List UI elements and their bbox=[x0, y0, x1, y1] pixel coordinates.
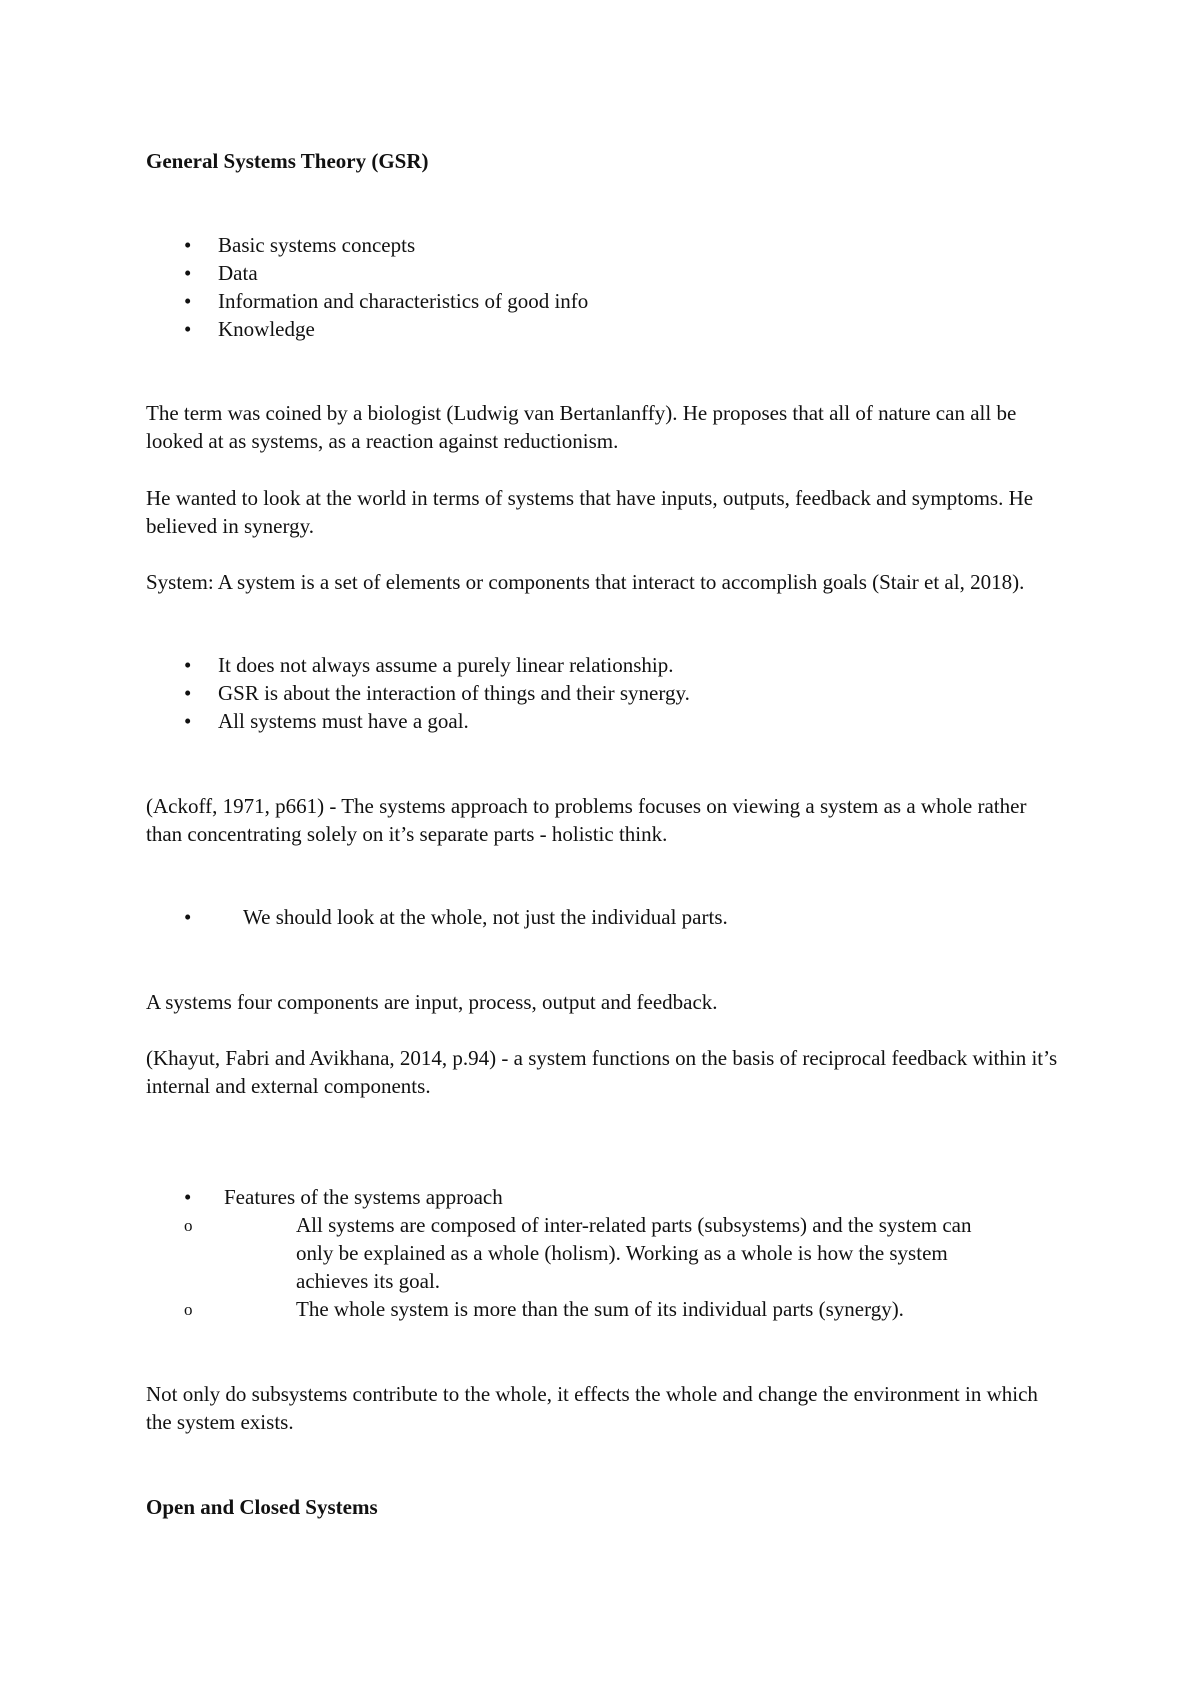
system-notes-list bbox=[146, 651, 1066, 735]
paragraph-components: A systems four components are input, process, output and feedback. bbox=[146, 990, 718, 1014]
list-item: • Data bbox=[184, 261, 258, 285]
paragraph-khayut: (Khayut, Fabri and Avikhana, 2014, p.94) - a system functions on the basis of reciprocal feedback within it’s internal and external components. bbox=[146, 1046, 1058, 1098]
list-item: • All systems must have a goal. bbox=[184, 709, 469, 733]
circle-bullet-icon: o bbox=[184, 1300, 193, 1319]
paragraph-term-origin: The term was coined by a biologist (Ludwig van Bertanlanffy). He proposes that all of nature can all be looked at as systems, as a reaction against reductionism. bbox=[146, 401, 1017, 453]
paragraph-subsystems: Not only do subsystems contribute to the whole, it effects the whole and change the environment in which the system exists. bbox=[146, 1382, 1038, 1434]
bullet-icon: • bbox=[184, 233, 192, 257]
bullet-icon: • bbox=[184, 261, 192, 285]
bullet-icon: • bbox=[184, 653, 192, 677]
bullet-icon: • bbox=[184, 1185, 192, 1209]
paragraph-world-systems: He wanted to look at the world in terms of systems that have inputs, outputs, feedback and symptoms. He believed in synergy. bbox=[146, 486, 1034, 538]
list-item: • Features of the systems approach o All systems are composed of inter-related parts (subsystems) and the system can only be explained as a whole (holism). Working as a whole is how the system achieves its goal. o The whole system is more than the sum of its individual parts (synergy). bbox=[146, 1183, 1066, 1323]
section-heading-open-closed: Open and Closed Systems bbox=[146, 1495, 378, 1519]
bullet-icon: • bbox=[184, 709, 192, 733]
features-sublist bbox=[184, 1211, 973, 1323]
features-list bbox=[146, 1183, 1066, 1323]
paragraph-ackoff: (Ackoff, 1971, p661) - The systems approach to problems focuses on viewing a system as a whole rather than concentrating solely on it’s separate parts - holistic think. bbox=[146, 794, 1027, 846]
section-heading-gst: General Systems Theory (GSR) bbox=[146, 149, 429, 173]
list-item: • Basic systems concepts bbox=[184, 233, 416, 257]
bullet-icon: • bbox=[184, 681, 192, 705]
concepts-list bbox=[146, 231, 1066, 343]
list-item: • Knowledge bbox=[184, 317, 315, 341]
paragraph-system-definition: System: A system is a set of elements or components that interact to accomplish goals (Stair et al, 2018). bbox=[146, 570, 1025, 594]
whole-list bbox=[146, 903, 1066, 931]
list-item: • It does not always assume a purely linear relationship. bbox=[184, 653, 674, 677]
circle-bullet-icon: o bbox=[184, 1216, 193, 1235]
bullet-icon: • bbox=[184, 905, 192, 929]
list-item: • GSR is about the interaction of things and their synergy. bbox=[184, 681, 690, 705]
list-item: • Information and characteristics of good info bbox=[184, 289, 589, 313]
bullet-icon: • bbox=[184, 289, 192, 313]
list-item: • We should look at the whole, not just the individual parts. bbox=[184, 905, 728, 929]
sub-list-item: o The whole system is more than the sum of its individual parts (synergy). bbox=[218, 1295, 973, 1323]
bullet-icon: • bbox=[184, 317, 192, 341]
sub-list-item: o All systems are composed of inter-related parts (subsystems) and the system can only be explained as a whole (holism). Working as a whole is how the system achieves its goal. bbox=[184, 1213, 972, 1293]
